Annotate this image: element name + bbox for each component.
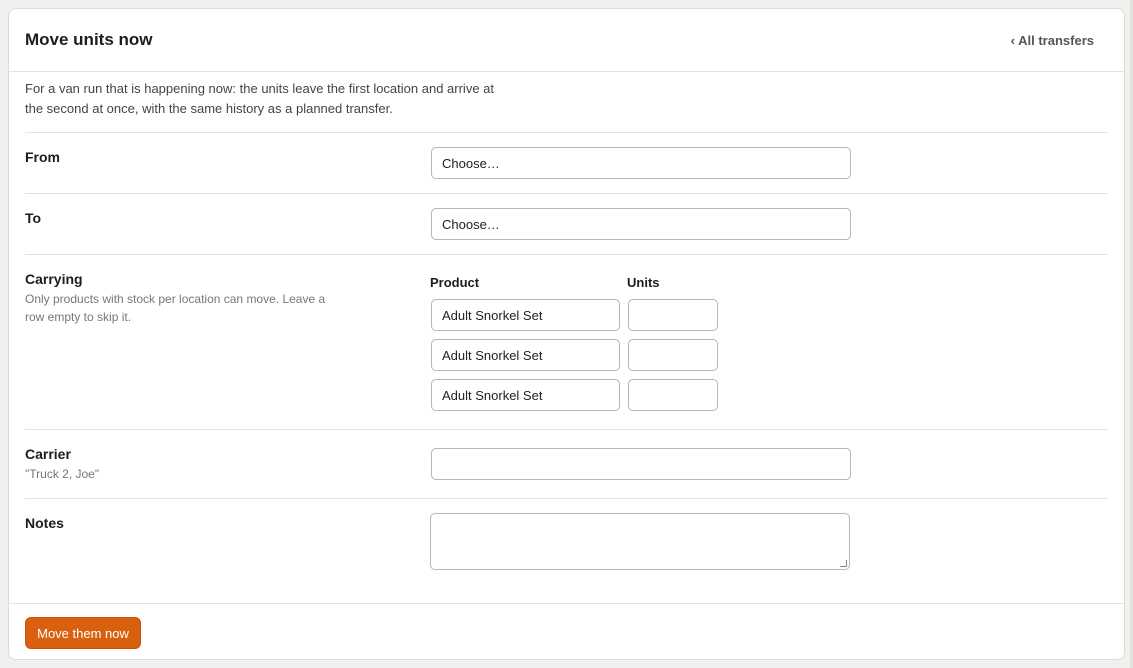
carrier-label: Carrier — [25, 446, 71, 462]
move-units-card — [8, 8, 1125, 660]
carrying-row — [25, 254, 1108, 429]
to-label: To — [25, 210, 42, 226]
carrier-row — [25, 429, 1108, 498]
form-rows — [9, 132, 1124, 604]
product-input-3[interactable]: Adult Snorkel Set — [431, 379, 620, 411]
carrying-label-block — [25, 271, 345, 326]
product-column-header: Product — [430, 275, 480, 290]
from-select[interactable]: Choose… — [431, 147, 851, 179]
to-row — [25, 193, 1108, 254]
from-row — [25, 132, 1108, 193]
resize-grip-icon[interactable] — [840, 560, 847, 567]
carrier-label-block — [25, 446, 99, 483]
product-input-1[interactable]: Adult Snorkel Set — [431, 299, 620, 331]
units-input-3[interactable] — [628, 379, 718, 411]
card-header — [9, 9, 1124, 72]
page-title: Move units now — [25, 30, 153, 49]
units-input-2[interactable] — [628, 339, 718, 371]
carrying-hint: Only products with stock per location can move. Leave a row empty to skip it. — [25, 292, 326, 324]
carrier-input[interactable] — [431, 448, 851, 480]
carrying-label: Carrying — [25, 271, 83, 287]
units-column-header: Units — [627, 275, 660, 290]
move-them-now-button[interactable]: Move them now — [25, 617, 141, 649]
product-input-2[interactable]: Adult Snorkel Set — [431, 339, 620, 371]
carrier-hint: "Truck 2, Joe" — [25, 467, 100, 481]
units-input-1[interactable] — [628, 299, 718, 331]
notes-textarea[interactable] — [430, 513, 850, 570]
all-transfers-link[interactable]: ‹ All transfers — [1010, 32, 1094, 48]
notes-label: Notes — [25, 515, 64, 531]
form-footer — [9, 603, 1124, 660]
from-label: From — [25, 149, 60, 165]
to-select[interactable]: Choose… — [431, 208, 851, 240]
intro-text: For a van run that is happening now: the units leave the first location and arrive at the second at once, with the same history as a planned transfer. — [25, 81, 494, 116]
notes-row — [25, 498, 1108, 604]
